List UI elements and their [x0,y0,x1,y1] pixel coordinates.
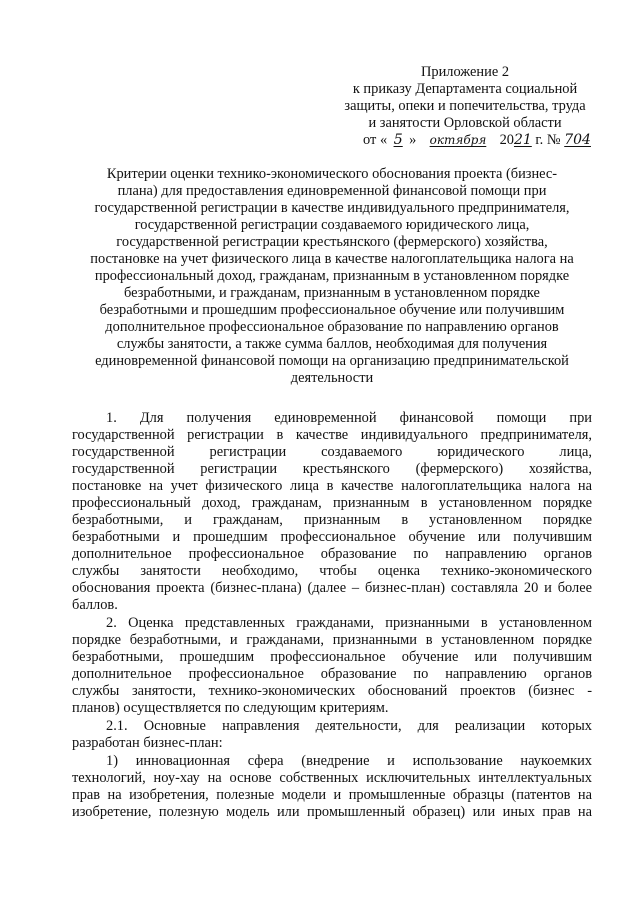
paragraph [72,718,592,752]
paragraph-line: государственной регистрации в качестве индивидуального предпринимателя, [72,427,592,443]
paragraph-line: разработан бизнес-план: [72,735,223,751]
paragraph-line: постановке на учет физического лица в качестве налогоплательщика налога на [72,478,592,494]
title-line: государственной регистрации в качестве индивидуального предпринимателя, [94,200,570,216]
title-line: постановке на учет физического лица в качестве налогоплательщика налога на [90,251,574,267]
title-line: Критерии оценки технико-экономического обоснования проекта (бизнес- [106,166,558,182]
title-line: государственной регистрации крестьянского (фермерского) хозяйства, [116,234,548,250]
order-date-line [327,132,627,149]
paragraph-line: дополнительное профессиональное образование по направлению органов [72,546,592,562]
appendix-region-line: и занятости Орловской области [368,115,562,131]
paragraph-line: службы занятости, технико-экономических обоснований проектов (бизнес - [72,683,592,699]
paragraph-line: изобретение, полезную модель или промышленный образец) или иных прав на [72,804,592,820]
title-line: плана) для предоставления единовременной финансовой помощи при [117,183,547,199]
title-line: дополнительное профессиональное образование по направлению органов [105,319,559,335]
title-line: профессиональный доход, гражданам, признанным в установленном порядке [94,268,570,284]
paragraph-line: дополнительное профессиональное образование по направлению органов [72,666,592,682]
paragraph-line: 2.1. Основные направления деятельности, для реализации которых [106,718,592,734]
paragraph [72,615,592,717]
paragraph-line: порядке безработными, и гражданами, признанными в установленном порядке [72,632,592,648]
appendix-order-line: к приказу Департамента социальной [352,81,578,97]
paragraph-line: профессиональный доход, гражданам, признанным в установленном порядке [72,495,592,511]
paragraph-line: 2. Оценка представленных гражданами, признанными в установленном [106,615,592,631]
paragraph [72,410,592,614]
paragraph-line: безработными, прошедшим профессиональное обучение или получившим [72,649,592,665]
paragraph-line: баллов. [72,597,118,613]
paragraph-line: службы занятости необходимо, чтобы оценка технико-экономического [72,563,592,579]
paragraph [72,753,592,821]
paragraph-line: государственной регистрации создаваемого юридического лица, [72,444,592,460]
paragraph-line: безработными и прошедшим профессиональное обучение или получившим [72,529,592,545]
document-body [72,404,592,821]
title-line: службы занятости, а также сумма баллов, необходимая для получения [116,336,548,352]
appendix-number: Приложение 2 [420,64,510,80]
handwritten-order-number: 704 [564,132,591,148]
handwritten-year: 21 [513,132,532,148]
date-year-prefix: 20 [499,132,514,148]
paragraph-line: безработными, и гражданам, признанным в установленном порядке [72,512,592,528]
appendix-header [315,64,615,149]
date-prefix: от « [363,132,388,148]
title-line: единовременной финансовой помощи на организацию предпринимательской [95,353,569,369]
paragraph-line: государственной регистрации крестьянского (фермерского) хозяйства, [72,461,592,477]
title-line: деятельности [290,370,374,386]
paragraph-line: 1) инновационная сфера (внедрение и использование наукоемких [106,753,592,769]
date-number-label: г. № [535,132,561,148]
title-line: государственной регистрации создаваемого юридического лица, [134,217,530,233]
title-line: безработными, и гражданам, признанным в установленном порядке [124,285,540,301]
date-mid: » [409,132,417,148]
paragraph-line: обоснования проекта (бизнес-плана) (далее – бизнес-план) составляла 20 и более [72,580,592,596]
paragraph-line: прав на изобретения, полезные модели и промышленные образцы (патентов на [72,787,592,803]
handwritten-month: октября [429,133,487,147]
title-line: безработными и прошедшим профессиональное обучение или получившим [99,302,565,318]
paragraph-line: технологий, ноу-хау на основе собственных исключительных интеллектуальных [72,770,592,786]
handwritten-day: 5 [393,132,403,148]
paragraph-line: планов) осуществляется по следующим критериям. [72,700,389,716]
appendix-department-line: защиты, опеки и попечительства, труда [344,98,586,114]
document-title [72,166,592,387]
paragraph-line: 1. Для получения единовременной финансовой помощи при [106,410,592,426]
